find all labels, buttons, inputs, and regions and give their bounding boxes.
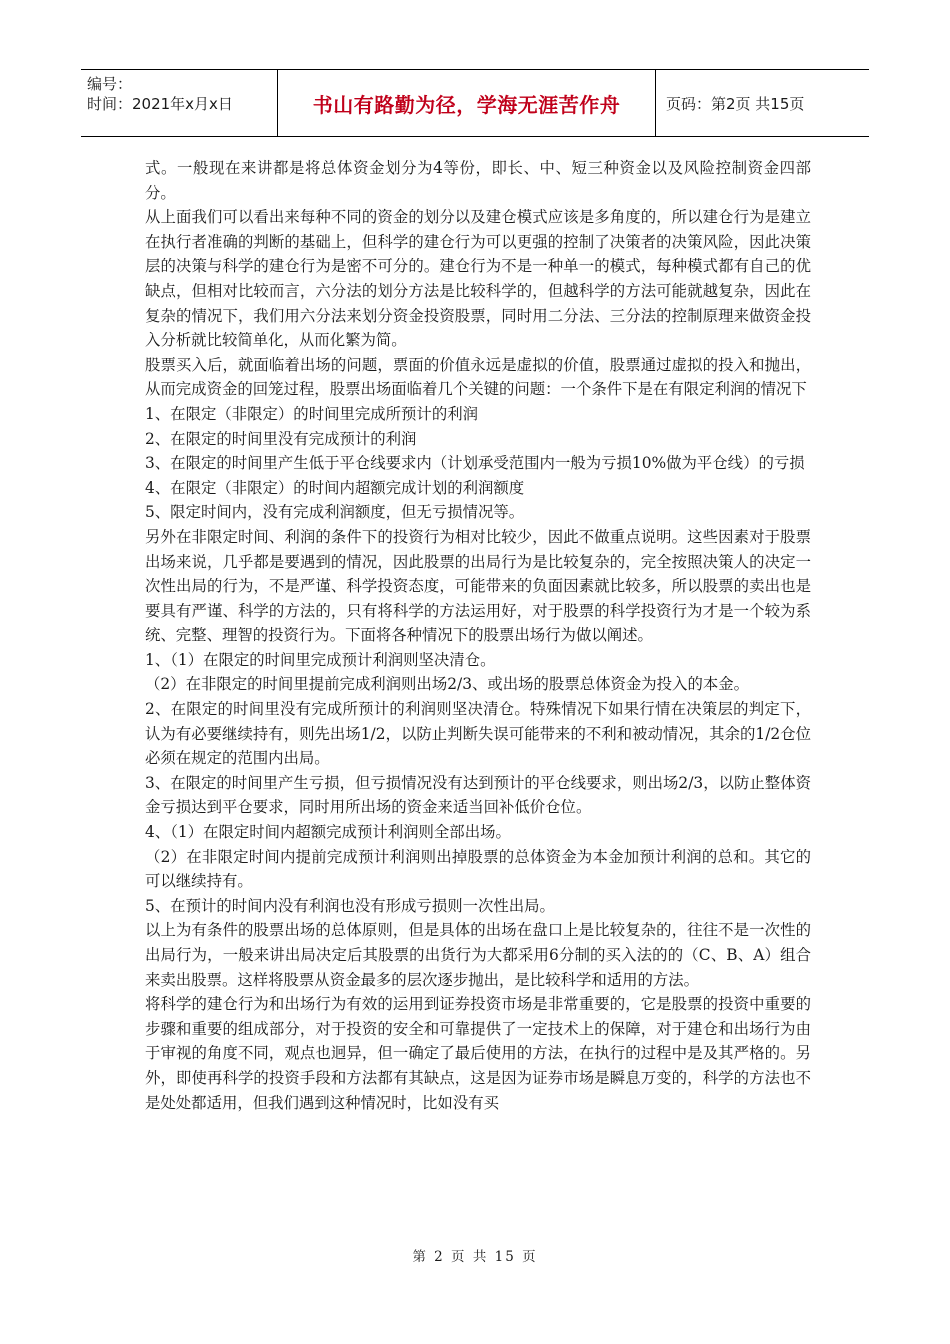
list-item: 1、（1）在限定的时间里完成预计利润则坚决清仓。 (145, 650, 496, 669)
page-footer (0, 1245, 950, 1265)
list-item: 2、在限定的时间里没有完成所预计的利润则坚决清仓。特殊情况下如果行情在决策层的判定下，认为有必要继续持有，则先出场1/2，以防止判断失误可能带来的不利和被动情况，其余的1/2仓位必须在规定的范围内出局。 (145, 700, 811, 768)
paragraph: 从上面我们可以看出来每种不同的资金的划分以及建仓模式应该是多角度的，所以建仓行为是建立在执行者准确的判断的基础上，但科学的建仓行为可以更强的控制了决策者的决策风险，因此决策层的决策与科学的建仓行为是密不可分的。建仓行为不是一种单一的模式，每种模式都有自己的优缺点，但相对比较而言，六分法的划分方法是比较科学的，但越科学的方法可能就越复杂，因此在复杂的情况下，我们用六分法来划分资金投资股票，同时用二分法、三分法的控制原理来做资金投入分析就比较简单化，从而化繁为简。 (145, 208, 811, 350)
list-item: 2、在限定的时间里没有完成预计的利润 (145, 429, 417, 448)
list-item: （2）在非限定的时间里提前完成利润则出场2/3、或出场的股票总体资金为投入的本金。 (145, 675, 750, 694)
list-item: 5、在预计的时间内没有利润也没有形成亏损则一次性出局。 (145, 896, 555, 915)
paragraph: 另外在非限定时间、利润的条件下的投资行为相对比较少，因此不做重点说明。这些因素对于股票出场来说，几乎都是要遇到的情况，因此股票的出局行为是比较复杂的，完全按照决策人的决定一次性出局的行为，不是严谨、科学投资态度，可能带来的负面因素就比较多，所以股票的卖出也是要具有严谨、科学的方法的，只有将科学的方法运用好，对于股票的科学投资行为才是一个较为系统、完整、理智的投资行为。下面将各种情况下的股票出场行为做以阐述。 (145, 527, 811, 645)
number-label: 编号： (87, 75, 133, 93)
paragraph: 以上为有条件的股票出场的总体原则，但是具体的出场在盘口上是比较复杂的，往往不是一次性的出局行为，一般来讲出局决定后其股票的出货行为大都采用6分制的买入法的的（C、B、A）组合来卖出股票。这样将股票从资金最多的层次逐步抛出，是比较科学和适用的方法。 (145, 921, 811, 989)
list-item: 3、在限定的时间里产生亏损，但亏损情况没有达到预计的平仓线要求，则出场2/3，以防止整体资金亏损达到平仓要求，同时用所出场的资金来适当回补低价仓位。 (145, 773, 811, 817)
list-item: （2）在非限定时间内提前完成预计利润则出掉股票的总体资金为本金加预计利润的总和。其它的可以继续持有。 (145, 847, 811, 891)
list-item: 1、在限定（非限定）的时间里完成所预计的利润 (145, 404, 478, 423)
header-motto-cell (278, 70, 656, 136)
list-item: 4、（1）在限定时间内超额完成预计利润则全部出场。 (145, 823, 511, 842)
document-body (145, 156, 811, 1115)
motto-text: 书山有路勤为径，学海无涯苦作舟 (312, 92, 621, 117)
page-header (81, 69, 869, 137)
header-page-cell (656, 70, 869, 136)
list-item: 4、在限定（非限定）的时间内超额完成计划的利润额度 (145, 478, 525, 497)
footer-page-number: 第 2 页 共 15 页 (412, 1249, 538, 1265)
paragraph: 式。一般现在来讲都是将总体资金划分为4等份，即长、中、短三种资金以及风险控制资金四部分。 (145, 159, 811, 202)
list-item: 3、在限定的时间里产生低于平仓线要求内（计划承受范围内一般为亏损10%做为平仓线）的亏损 (145, 454, 805, 473)
time-label: 时间：2021年x月x日 (87, 95, 233, 113)
list-item: 5、限定时间内，没有完成利润额度，但无亏损情况等。 (145, 503, 525, 522)
paragraph: 股票买入后，就面临着出场的问题，票面的价值永远是虚拟的价值，股票通过虚拟的投入和抛出，从而完成资金的回笼过程，股票出场面临着几个关键的问题：一个条件下是在有限定利润的情况下 (145, 355, 811, 399)
paragraph: 将科学的建仓行为和出场行为有效的运用到证券投资市场是非常重要的，它是股票的投资中重要的步骤和重要的组成部分，对于投资的安全和可靠提供了一定技术上的保障，对于建仓和出场行为由于审视的角度不同，观点也迥异，但一确定了最后使用的方法，在执行的过程中是及其严格的。另外，即使再科学的投资手段和方法都有其缺点，这是因为证券市场是瞬息万变的，科学的方法也不是处处都适用，但我们遇到这种情况时，比如没有买 (145, 995, 811, 1112)
header-meta-cell (81, 70, 278, 136)
page-info: 页码：第2页 共15页 (666, 94, 805, 113)
